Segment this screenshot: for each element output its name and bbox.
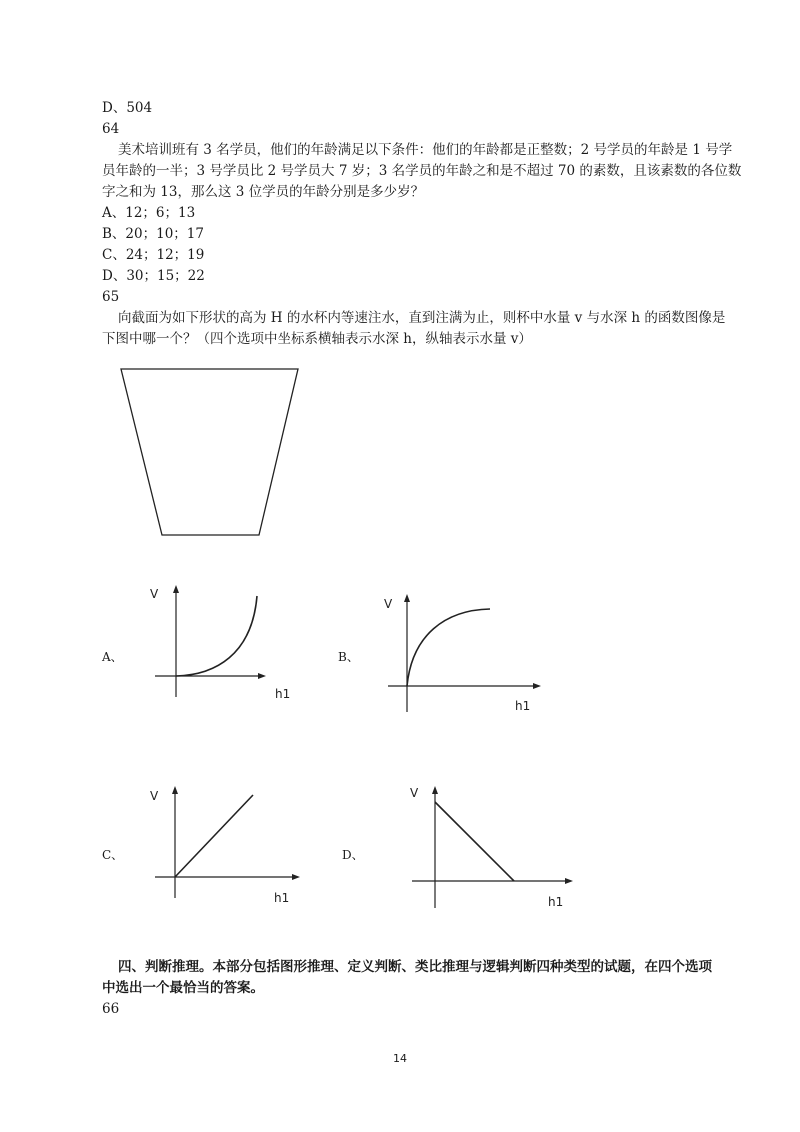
- graph-d-x-label: h1: [548, 895, 564, 909]
- section4-heading-line2: 中选出一个最恰当的答案。: [102, 980, 264, 996]
- graph-b-label: B、: [338, 650, 359, 664]
- q64-number: 64: [102, 121, 120, 137]
- q64-text-line1: 美术培训班有 3 名学员，他们的年龄满足以下条件：他们的年龄都是正整数；2 号学员的年龄是 1 号学: [118, 142, 733, 158]
- graph-a-label: A、: [102, 650, 123, 664]
- q64-text-line2: 员年龄的一半；3 号学员比 2 号学员大 7 岁；3 名学员的年龄之和是不超过 70 的素数，且该素数的各位数: [102, 163, 742, 179]
- graph-c-x-label: h1: [274, 891, 290, 905]
- q65-number: 65: [102, 289, 120, 305]
- q64-option-d: D、30；15；22: [102, 268, 205, 284]
- q64-option-c: C、24；12；19: [102, 247, 205, 263]
- q64-option-a: A、12；6；13: [102, 205, 196, 221]
- graph-b-x-label: h1: [515, 699, 531, 713]
- page-number: 14: [393, 1052, 407, 1065]
- graph-c-label: C、: [102, 848, 124, 862]
- q66-number: 66: [102, 1001, 120, 1017]
- q64-text-line3: 字之和为 13，那么这 3 位学员的年龄分别是多少岁？: [102, 184, 425, 200]
- graph-d-label: D、: [342, 848, 364, 862]
- section4-heading-line1: 四、判断推理。本部分包括图形推理、定义判断、类比推理与逻辑判断四种类型的试题，在四个选项: [118, 959, 712, 975]
- prev-option-d: D、504: [102, 100, 153, 116]
- graph-d-line: [435, 802, 514, 881]
- graph-a-y-label: V: [150, 587, 159, 601]
- q65-text-line1: 向截面为如下形状的高为 H 的水杯内等速注水，直到注满为止，则杯中水量 v 与水深 h 的函数图像是: [118, 310, 726, 326]
- graph-d-y-label: V: [410, 786, 419, 800]
- q64-option-b: B、20；10；17: [102, 226, 204, 242]
- graph-c-y-label: V: [150, 789, 159, 803]
- graph-b-y-label: V: [384, 597, 393, 611]
- q65-text-line2: 下图中哪一个？（四个选项中坐标系横轴表示水深 h，纵轴表示水量 v）: [102, 331, 532, 347]
- graph-a-x-label: h1: [275, 687, 291, 701]
